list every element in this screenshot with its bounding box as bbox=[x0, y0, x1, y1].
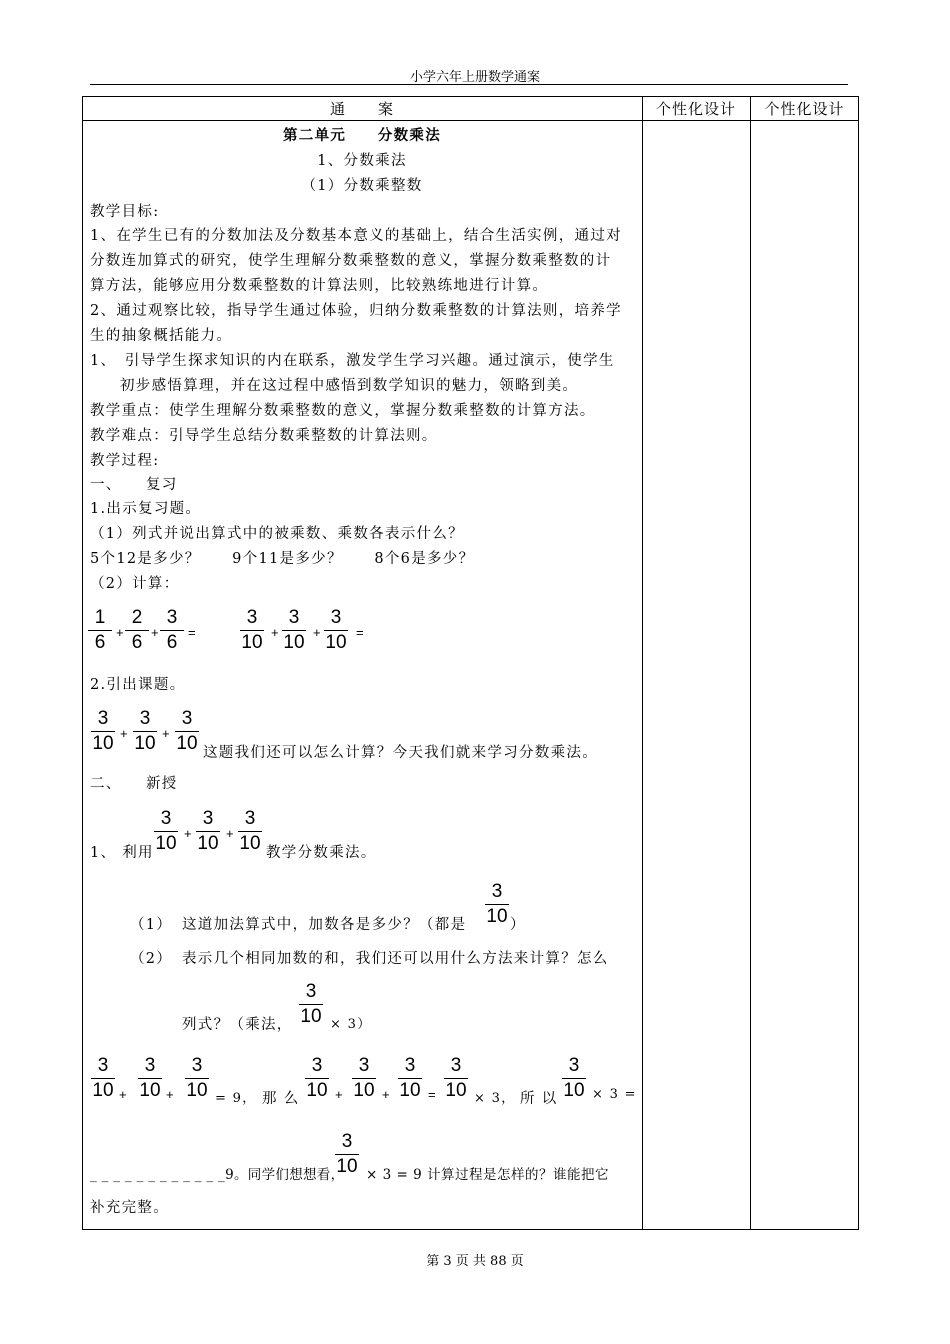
question2-end: × 3） bbox=[330, 1017, 372, 1032]
last-line: 补充完整。 bbox=[90, 1200, 169, 1216]
process-label: 教学过程: bbox=[90, 453, 160, 469]
plus-sign: + bbox=[116, 625, 124, 640]
page-header: 小学六年上册数学通案 bbox=[409, 70, 540, 85]
fraction: 3 6 bbox=[157, 608, 187, 653]
question1-end: ） bbox=[510, 917, 526, 933]
times-three: × 3， bbox=[474, 1091, 516, 1106]
fraction: 3 10 bbox=[399, 1055, 421, 1101]
plus-sign: + bbox=[382, 1087, 390, 1102]
fraction: 3 10 bbox=[306, 1055, 328, 1101]
fraction: 3 10 bbox=[300, 981, 322, 1027]
new-heading: 二、 新授 bbox=[90, 776, 178, 792]
question2-number: （2） bbox=[130, 951, 173, 967]
goal3-line2: 初步感悟算理，并在这过程中感悟到数学知识的魅力，领略到美。 bbox=[120, 378, 579, 394]
fraction: 3 10 bbox=[186, 1055, 208, 1101]
table-header-personal-1: 个性化设计 bbox=[655, 100, 736, 118]
fraction: 3 10 bbox=[486, 881, 508, 927]
plus-sign: + bbox=[120, 726, 128, 741]
question1-text: 这道加法算式中，加数各是多少？（都是 bbox=[182, 917, 467, 933]
plus-sign: + bbox=[184, 826, 192, 841]
fraction: 3 10 bbox=[155, 808, 177, 854]
plus-sign: + bbox=[335, 1087, 343, 1102]
equals-nine: = 9， bbox=[215, 1091, 257, 1106]
review-1a: （1）列式并说出算式中的被乘数、乘数各表示什么？ bbox=[90, 526, 464, 542]
equals-sign: = bbox=[356, 625, 364, 640]
fraction: 2 6 bbox=[122, 608, 152, 653]
review-heading: 一、 复习 bbox=[90, 477, 178, 493]
header-row-rule bbox=[82, 120, 859, 121]
so-text: 所 以 bbox=[520, 1091, 558, 1107]
then-text: 那 么 bbox=[262, 1091, 300, 1107]
page-footer: 第 3 页 共 88 页 bbox=[426, 1254, 524, 1269]
column-divider-1 bbox=[642, 96, 643, 1230]
table-header-main: 通 案 bbox=[329, 100, 394, 118]
plus-sign: + bbox=[119, 1087, 127, 1102]
fraction: 3 10 bbox=[563, 1055, 585, 1101]
fraction: 3 10 bbox=[336, 1131, 358, 1177]
review-1b: 5个12是多少？ 9个11是多少？ 8个6是多少？ bbox=[90, 551, 475, 567]
goal2-line1: 2、通过观察比较，指导学生通过体验，归纳分数乘整数的计算法则，培养学 bbox=[90, 303, 622, 319]
review-2: （2）计算： bbox=[90, 576, 180, 592]
goal1-line1: 1、在学生已有的分数加法及分数基本意义的基础上，结合生活实例，通过对 bbox=[90, 228, 622, 244]
fraction: 3 10 bbox=[325, 607, 347, 653]
plus-sign: + bbox=[313, 625, 321, 640]
question2-text: 表示几个相同加数的和，我们还可以用什么方法来计算？怎么 bbox=[182, 951, 609, 967]
goal1-line2: 分数连加算式的研究，使学生理解分数乘整数的意义，掌握分数乘整数的计 bbox=[90, 253, 612, 269]
table-header-personal-2: 个性化设计 bbox=[764, 100, 845, 118]
blank-continuation: × 3 = 9 计算过程是怎样的？谁能把它 bbox=[366, 1167, 609, 1183]
fraction: 3 10 bbox=[241, 607, 263, 653]
unit-title: 第二单元 分数乘法 bbox=[283, 127, 441, 144]
fraction: 3 10 bbox=[176, 708, 198, 754]
new1-suffix: 教学分数乘法。 bbox=[266, 845, 377, 861]
teaching-difficulty: 教学难点：引导学生总结分数乘整数的计算法则。 bbox=[90, 428, 438, 444]
fraction: 3 10 bbox=[239, 808, 261, 854]
teaching-key: 教学重点：使学生理解分数乘整数的意义，掌握分数乘整数的计算方法。 bbox=[90, 403, 596, 419]
plus-sign: + bbox=[166, 1087, 174, 1102]
fraction: 3 10 bbox=[445, 1055, 467, 1101]
times-three-equals: × 3 = bbox=[592, 1087, 637, 1102]
intro-text: 这题我们还可以怎么计算？今天我们就来学习分数乘法。 bbox=[203, 745, 598, 761]
question2-cont: 列式？（乘法， bbox=[182, 1017, 293, 1033]
header-rule bbox=[90, 84, 848, 85]
section-title: 1、分数乘法 bbox=[317, 153, 407, 169]
plus-sign: + bbox=[271, 625, 279, 640]
fraction: 3 10 bbox=[283, 607, 305, 653]
goals-label: 教学目标: bbox=[90, 204, 160, 220]
subsection-title: （1）分数乘整数 bbox=[301, 178, 423, 194]
equals-sign: = bbox=[188, 625, 196, 640]
question1-number: （1） bbox=[130, 917, 173, 933]
fraction: 3 10 bbox=[197, 808, 219, 854]
plus-sign: + bbox=[151, 625, 159, 640]
blank-line: _ _ _ _ _ _ _ _ _ _ _ _9。同学们想想看， bbox=[90, 1167, 345, 1183]
fraction: 3 10 bbox=[139, 1055, 161, 1101]
goal2-line2: 生的抽象概括能力。 bbox=[90, 328, 233, 344]
fraction: 1 6 bbox=[85, 608, 115, 653]
column-divider-2 bbox=[750, 96, 751, 1230]
fraction: 3 10 bbox=[92, 708, 114, 754]
intro-heading: 2.引出课题。 bbox=[90, 677, 186, 693]
new1-prefix: 1、 利用 bbox=[90, 845, 154, 861]
equals-sign: = bbox=[428, 1087, 436, 1102]
plus-sign: + bbox=[162, 726, 170, 741]
review-1: 1.出示复习题。 bbox=[90, 501, 202, 517]
goal1-line3: 算方法，能够应用分数乘整数的计算法则，比较熟练地进行计算。 bbox=[90, 278, 549, 294]
fraction: 3 10 bbox=[134, 708, 156, 754]
fraction: 3 10 bbox=[353, 1055, 375, 1101]
plus-sign: + bbox=[226, 826, 234, 841]
fraction: 3 10 bbox=[92, 1055, 114, 1101]
goal3-line1: 1、 引导学生探求知识的内在联系，激发学生学习兴趣。通过演示，使学生 bbox=[90, 353, 615, 369]
